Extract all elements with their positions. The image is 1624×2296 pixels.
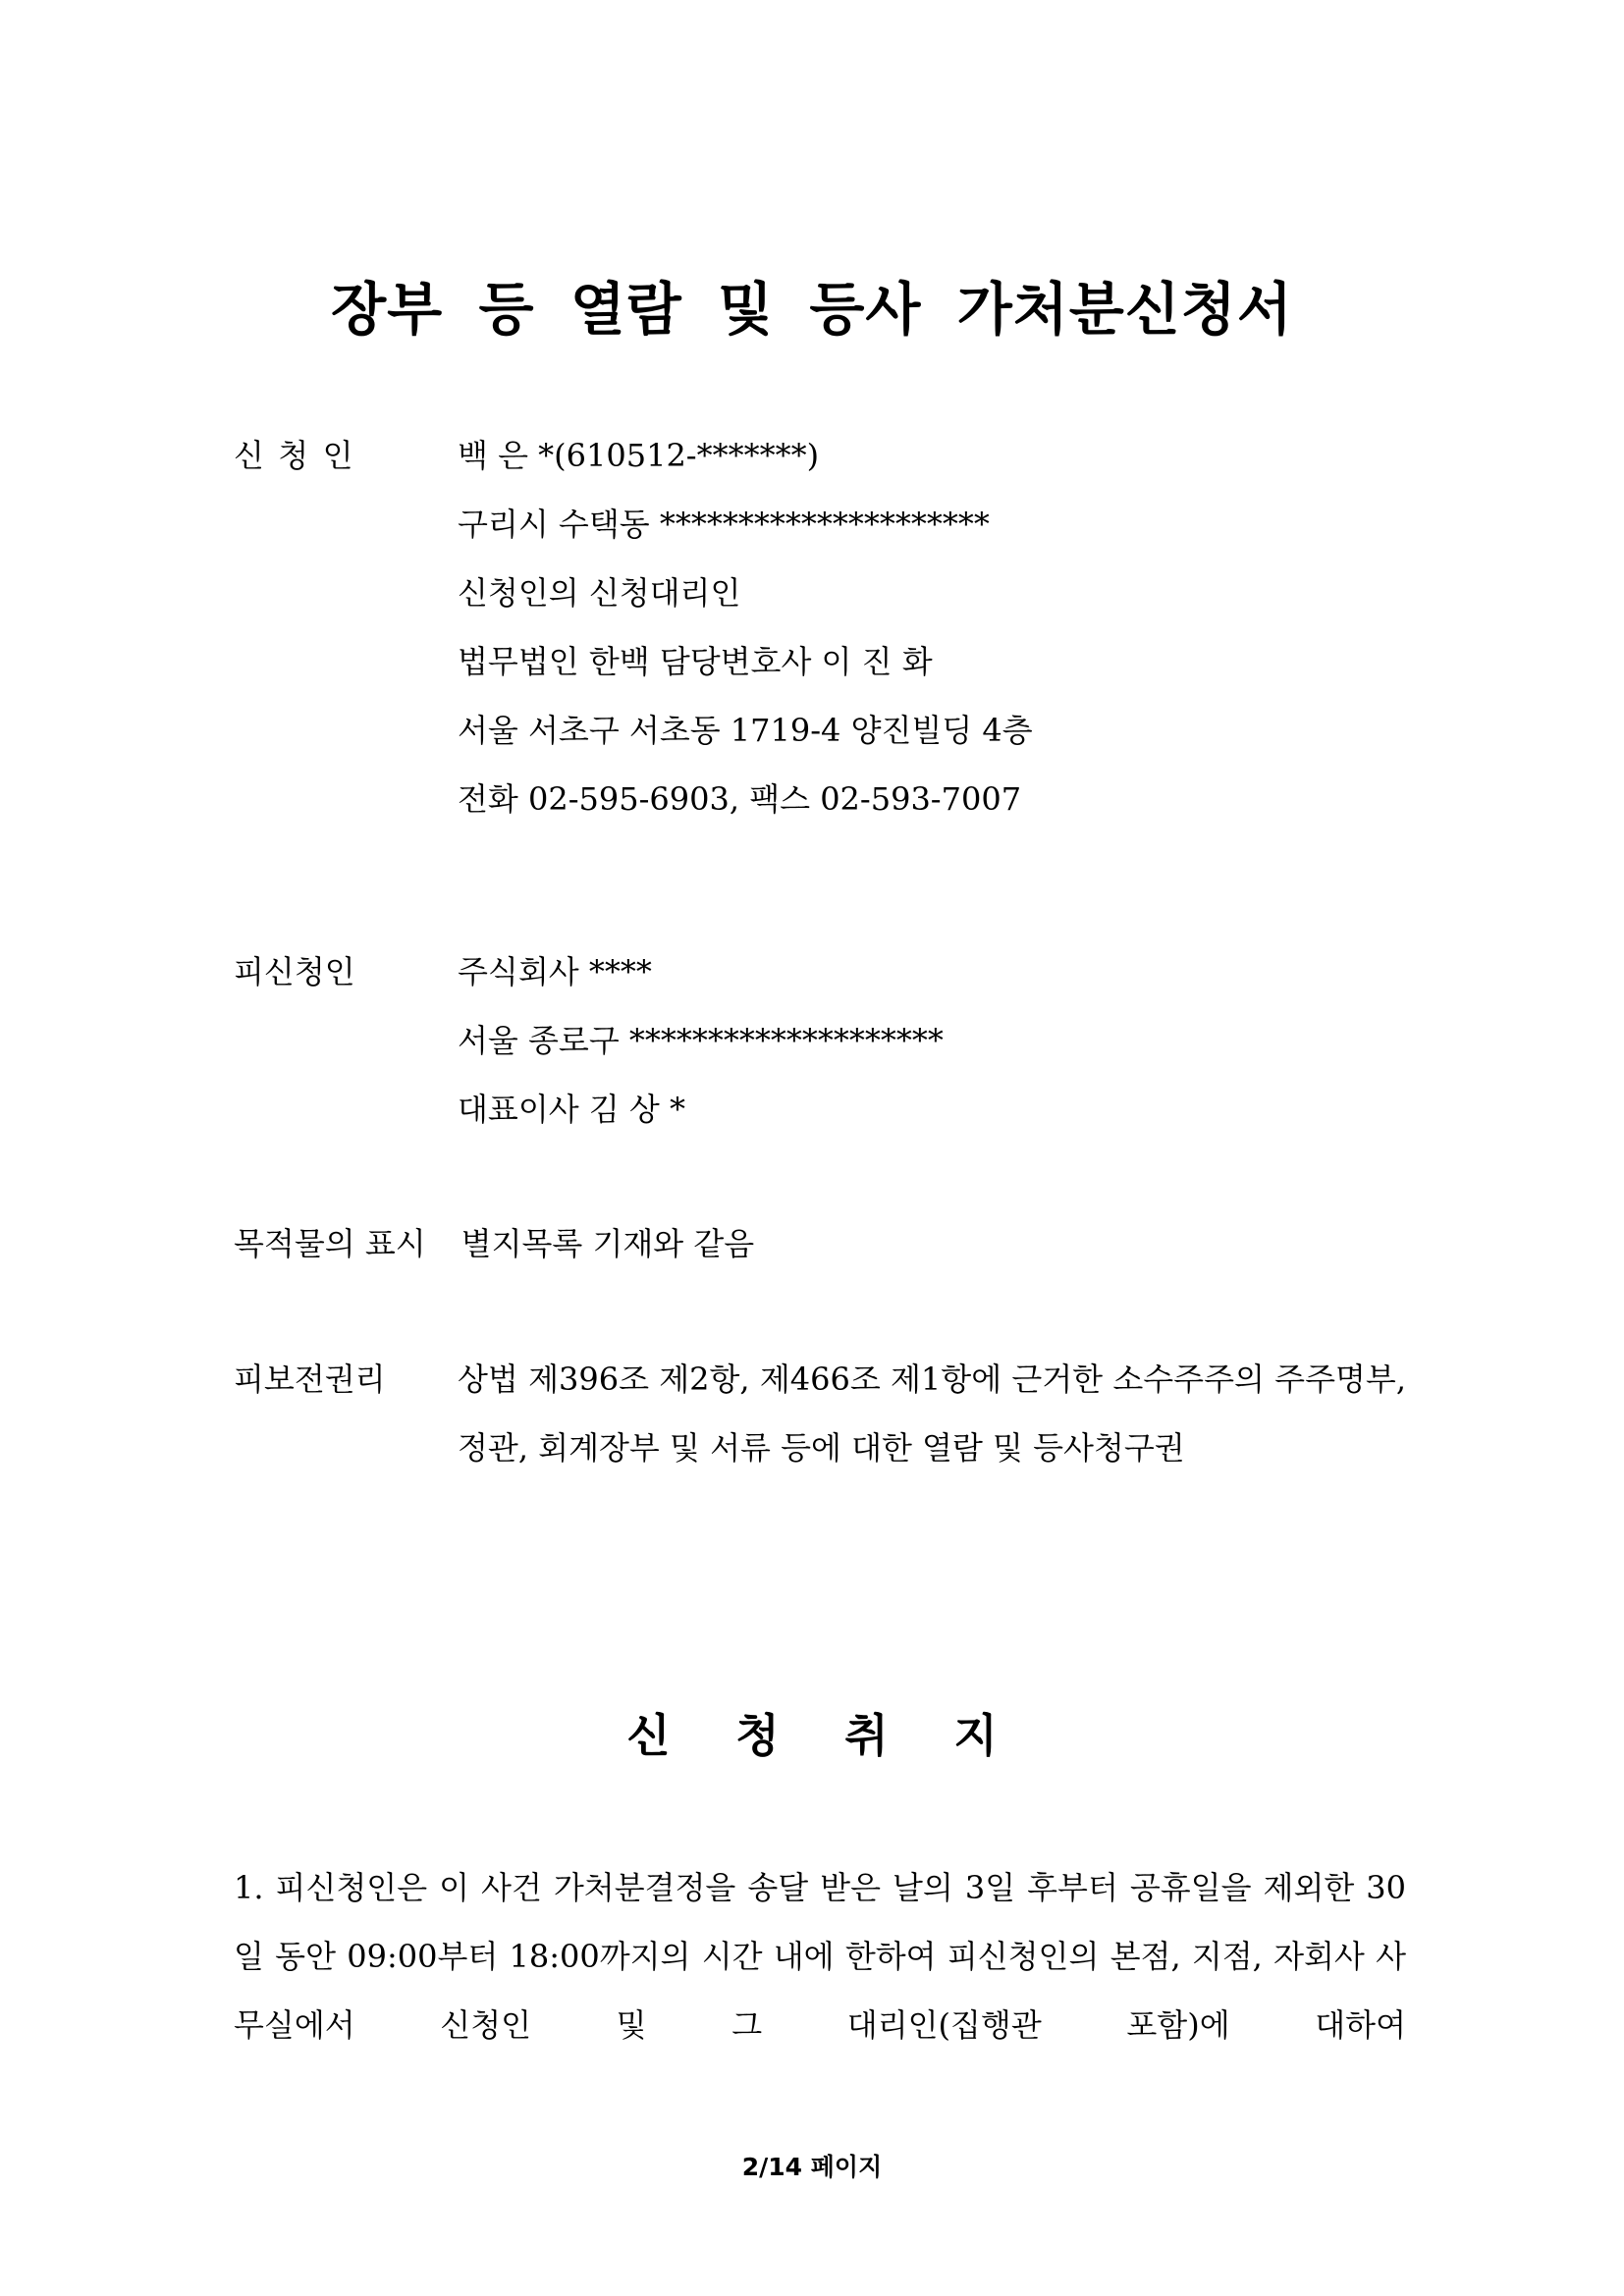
document-title: 장부 등 열람 및 등사 가처분신청서 (331, 276, 1293, 343)
object-section (234, 1209, 754, 1278)
protected-right-text: 상법 제396조 제2항, 제466조 제1항에 근거한 소수주주의 주주명부, 정관, 회계장부 및 서류 등에 대한 열람 및 등사청구권 (458, 1361, 1406, 1467)
applicant-line: 전화 02-595-6903, 팩스 02-593-7007 (458, 780, 1022, 818)
respondent-details (458, 937, 944, 1144)
object-value: 별지목록 기재와 같음 (460, 1225, 755, 1262)
page-number: 2/14 페이지 (741, 2153, 883, 2181)
applicant-details (458, 421, 1033, 833)
protected-right-label: 피보전권리 (234, 1361, 386, 1398)
applicant-line: 법무법인 한백 담당변호사 이 진 화 (458, 643, 933, 680)
object-label: 목적물의 표시 (234, 1225, 426, 1262)
body-paragraph: 1. 피신청인은 이 사건 가처분결정을 송달 받은 날의 3일 후부터 공휴일을 제외한 30일 동안 09:00부터 18:00까지의 시간 내에 한하여 피신청인의 본점, 지점, 자회사 사무실에서 신청인 및 그 대리인(집행관 포함)에 대하여 (234, 1869, 1406, 2044)
section-heading: 신 청 취 지 (626, 1709, 1023, 1762)
applicant-label: 신청인 (234, 437, 367, 474)
respondent-line: 주식회사 **** (458, 953, 652, 990)
respondent-label: 피신청인 (234, 953, 355, 990)
applicant-line: 백 은 *(610512-*******) (458, 437, 820, 474)
respondent-line: 서울 종로구 ******************** (458, 1022, 944, 1059)
applicant-line: 구리시 수택동 ********************* (458, 506, 990, 543)
applicant-line: 서울 서초구 서초동 1719-4 양진빌딩 4층 (458, 712, 1033, 749)
applicant-line: 신청인의 신청대리인 (458, 574, 741, 612)
respondent-line: 대표이사 김 상 * (458, 1091, 685, 1128)
